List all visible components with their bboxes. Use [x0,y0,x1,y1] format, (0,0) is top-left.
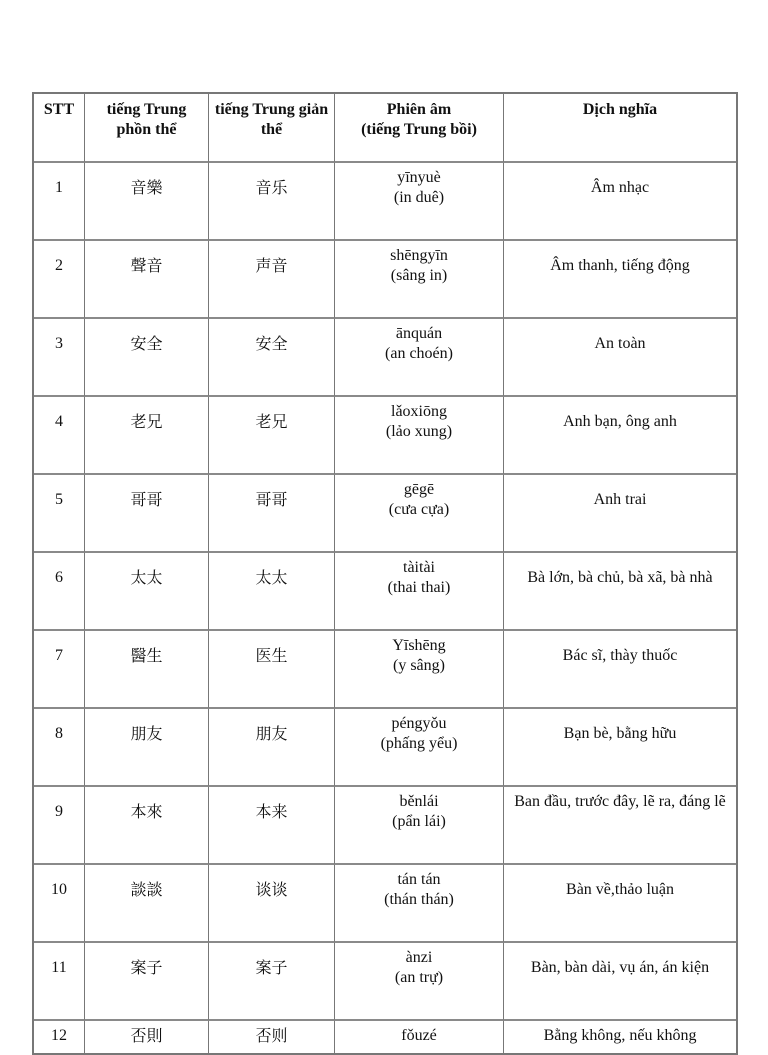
row-pronunciation [335,163,504,241]
row-traditional: 聲音 [85,241,209,319]
row-boi: (thai thai) [387,579,451,596]
row-stt: 7 [34,631,85,709]
header-pronunciation-line2: (tiếng Trung bồi) [361,121,477,138]
row-traditional: 本來 [85,787,209,865]
row-boi: (an trự) [394,969,444,986]
row-stt: 12 [34,1021,85,1053]
row-traditional: 音樂 [85,163,209,241]
row-pronunciation [335,865,504,943]
row-pinyin: běnlái [399,793,439,810]
table-row [34,943,736,1021]
row-meaning: Bằng không, nếu không [543,1027,697,1044]
row-stt: 3 [34,319,85,397]
header-pronunciation [335,94,504,163]
row-traditional: 老兄 [85,397,209,475]
row-pinyin: yīnyuè [397,169,441,186]
row-simplified: 安全 [209,319,335,397]
row-pinyin: shēngyīn [390,247,448,264]
row-stt: 9 [34,787,85,865]
table-row [34,709,736,787]
row-pinyin: gēgē [403,481,435,498]
table-row [34,397,736,475]
row-meaning: Bàn về,thảo luận [504,865,736,943]
row-boi: (pẩn lái) [392,813,446,830]
row-boi: (sâng in) [390,267,448,284]
header-meaning: Dịch nghĩa [504,94,736,163]
row-boi: (an choén) [385,345,453,362]
row-simplified: 本来 [209,787,335,865]
row-pinyin: ànzi [405,949,433,966]
row-meaning: Bác sĩ, thày thuốc [504,631,736,709]
table-row [34,1021,736,1053]
row-pronunciation [335,631,504,709]
row-pinyin: tàitài [403,559,435,576]
row-meaning: Bàn, bàn dài, vụ án, án kiện [504,943,736,1021]
row-simplified: 否则 [209,1021,335,1053]
row-pronunciation [335,943,504,1021]
row-traditional: 醫生 [85,631,209,709]
row-traditional: 太太 [85,553,209,631]
row-simplified: 谈谈 [209,865,335,943]
row-meaning: Âm thanh, tiếng động [504,241,736,319]
row-simplified: 声音 [209,241,335,319]
row-stt: 4 [34,397,85,475]
row-traditional: 否則 [85,1021,209,1053]
row-traditional: 哥哥 [85,475,209,553]
vocabulary-table [32,92,738,1055]
row-meaning: An toàn [504,319,736,397]
row-simplified: 音乐 [209,163,335,241]
row-boi: (cưa cựa) [388,501,450,518]
row-pinyin: tán tán [397,871,441,888]
row-traditional: 朋友 [85,709,209,787]
row-pinyin: ānquán [395,325,443,342]
row-stt: 11 [34,943,85,1021]
row-stt: 2 [34,241,85,319]
row-pinyin: Yīshēng [392,637,446,654]
row-simplified: 案子 [209,943,335,1021]
row-pronunciation [335,709,504,787]
header-simplified: tiếng Trung giản thể [209,94,335,163]
table-row [34,631,736,709]
row-boi: (lảo xung) [385,423,453,440]
row-stt: 6 [34,553,85,631]
row-simplified: 朋友 [209,709,335,787]
row-traditional: 安全 [85,319,209,397]
row-simplified: 医生 [209,631,335,709]
row-traditional: 案子 [85,943,209,1021]
table-row [34,163,736,241]
row-meaning: Bà lớn, bà chủ, bà xã, bà nhà [504,553,736,631]
row-simplified: 哥哥 [209,475,335,553]
row-pronunciation [335,241,504,319]
table-row [34,553,736,631]
row-meaning: Anh bạn, ông anh [504,397,736,475]
row-stt: 8 [34,709,85,787]
row-stt: 10 [34,865,85,943]
table-row [34,319,736,397]
row-boi: (thán thán) [384,891,454,908]
row-stt: 1 [34,163,85,241]
row-pronunciation [335,553,504,631]
row-meaning: Ban đầu, trước đây, lẽ ra, đáng lẽ [504,787,736,865]
header-traditional: tiếng Trung phồn thể [85,94,209,163]
row-simplified: 老兄 [209,397,335,475]
row-pronunciation [335,475,504,553]
row-pronunciation [335,397,504,475]
row-boi: (in duê) [393,189,445,206]
row-stt: 5 [34,475,85,553]
row-pinyin: péngyǒu [391,715,447,732]
table-row [34,787,736,865]
table-row [34,865,736,943]
row-pinyin: lǎoxiōng [391,403,447,420]
row-meaning: Âm nhạc [504,163,736,241]
row-meaning: Anh trai [504,475,736,553]
header-stt: STT [34,94,85,163]
row-pronunciation [335,319,504,397]
table-row [34,475,736,553]
row-pinyin: fǒuzé [401,1027,437,1044]
header-pronunciation-line1: Phiên âm [386,101,452,118]
table-row [34,241,736,319]
row-pronunciation [335,1021,504,1053]
row-boi: (y sâng) [393,657,445,674]
row-traditional: 談談 [85,865,209,943]
row-meaning: Bạn bè, bằng hữu [504,709,736,787]
row-boi: (phấng yểu) [380,735,458,752]
table-header-row [34,94,736,163]
row-simplified: 太太 [209,553,335,631]
row-pronunciation [335,787,504,865]
